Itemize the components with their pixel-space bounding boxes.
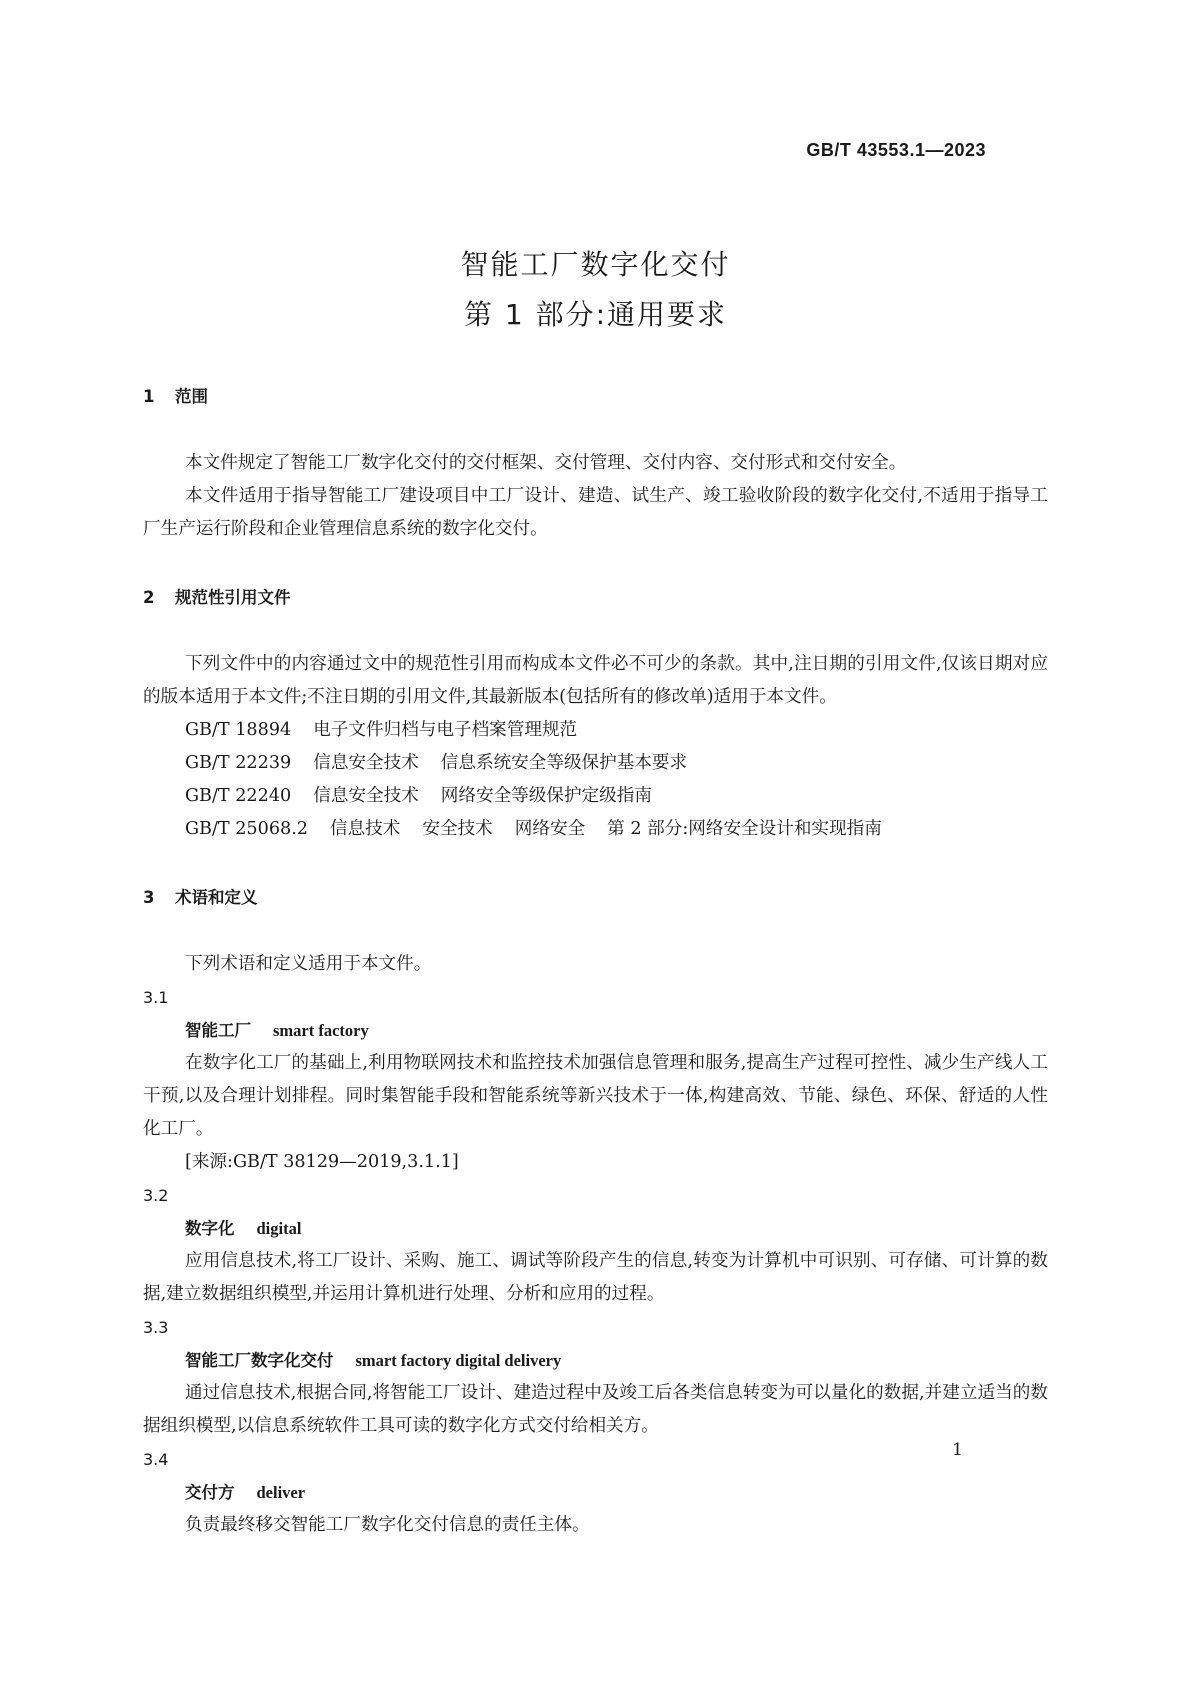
term-definition: 通过信息技术,根据合同,将智能工厂设计、建造过程中及竣工后各类信息转变为可以量化的数据,并建立适当的数据组织模型,以信息系统软件工具可读的数字化方式交付给相关方。	[143, 1383, 1048, 1436]
term-heading	[143, 1212, 1048, 1245]
scope-paragraph: 本文件规定了智能工厂数字化交付的交付框架、交付管理、交付内容、交付形式和交付安全。	[185, 453, 907, 473]
term-zh: 智能工厂数字化交付	[185, 1351, 334, 1370]
term-heading	[143, 1014, 1048, 1047]
section-number: 2	[143, 588, 155, 607]
normative-intro: 下列文件中的内容通过文中的规范性引用而构成本文件必不可少的条款。其中,注日期的引用文件,仅该日期对应的版本适用于本文件;不注日期的引用文件,其最新版本(包括所有的修改单)适用于本文件。	[143, 654, 1048, 707]
title-line-2: 第 1 部分:通用要求	[463, 298, 728, 331]
term-zh: 交付方	[185, 1483, 235, 1502]
reference-code: GB/T 25068.2	[185, 819, 308, 839]
term-definition: 在数字化工厂的基础上,利用物联网技术和监控技术加强信息管理和服务,提高生产过程可控性、减少生产线人工干预,以及合理计划排程。同时集智能手段和智能系统等新兴技术于一体,构建高效、节能、绿色、环保、舒适的人性化工厂。	[143, 1053, 1048, 1139]
reference-title: 安全技术	[422, 819, 493, 839]
term-number: 3.1	[143, 988, 169, 1007]
scope-paragraph: 本文件适用于指导智能工厂建设项目中工厂设计、建造、试生产、竣工验收阶段的数字化交付,不适用于指导工厂生产运行阶段和企业管理信息系统的数字化交付。	[143, 486, 1048, 539]
term-number: 3.3	[143, 1318, 169, 1337]
term-en: deliver	[256, 1483, 306, 1502]
reference-item	[143, 780, 1048, 813]
term-number: 3.2	[143, 1186, 169, 1205]
title-line-1: 智能工厂数字化交付	[460, 248, 731, 281]
reference-title: 网络安全	[514, 819, 586, 839]
reference-item	[143, 714, 1048, 747]
reference-title: 信息安全技术	[313, 786, 419, 806]
section-heading-normative-references	[143, 581, 1048, 614]
reference-code: GB/T 18894	[185, 720, 292, 740]
reference-item	[143, 747, 1048, 780]
term-zh: 数字化	[185, 1219, 235, 1238]
section-heading-terms	[143, 881, 1048, 914]
term-en: smart factory digital delivery	[355, 1351, 562, 1370]
section-title: 规范性引用文件	[175, 588, 291, 607]
term-en: smart factory	[273, 1021, 369, 1040]
reference-code: GB/T 22240	[185, 786, 292, 806]
reference-title: 第 2 部分:网络安全设计和实现指南	[607, 819, 882, 839]
reference-title: 电子文件归档与电子档案管理规范	[313, 720, 578, 740]
term-source: [来源:GB/T 38129—2019,3.1.1]	[185, 1152, 459, 1172]
term-definition: 负责最终移交智能工厂数字化交付信息的责任主体。	[185, 1515, 590, 1535]
reference-title: 信息技术	[330, 819, 401, 839]
standard-code: GB/T 43553.1—2023	[806, 140, 986, 160]
reference-title: 信息安全技术	[313, 753, 419, 773]
page-number: 1	[952, 1440, 963, 1460]
reference-title: 网络安全等级保护定级指南	[440, 786, 652, 806]
section-number: 3	[143, 888, 155, 907]
terms-intro: 下列术语和定义适用于本文件。	[185, 954, 432, 974]
document-title	[0, 240, 1191, 340]
term-zh: 智能工厂	[185, 1021, 251, 1040]
section-title: 术语和定义	[175, 888, 258, 907]
reference-title: 信息系统安全等级保护基本要求	[440, 753, 688, 773]
reference-code: GB/T 22239	[185, 753, 292, 773]
term-heading	[143, 1476, 1048, 1509]
section-title: 范围	[175, 387, 208, 406]
term-number: 3.4	[143, 1450, 169, 1469]
document-body	[143, 380, 1048, 1542]
term-definition: 应用信息技术,将工厂设计、采购、施工、调试等阶段产生的信息,转变为计算机中可识别、可存储、可计算的数据,建立数据组织模型,并运用计算机进行处理、分析和应用的过程。	[143, 1251, 1048, 1304]
reference-item	[143, 813, 1048, 846]
term-en: digital	[256, 1219, 302, 1238]
section-heading-scope	[143, 380, 1048, 413]
section-number: 1	[143, 387, 155, 406]
term-heading	[143, 1344, 1048, 1377]
